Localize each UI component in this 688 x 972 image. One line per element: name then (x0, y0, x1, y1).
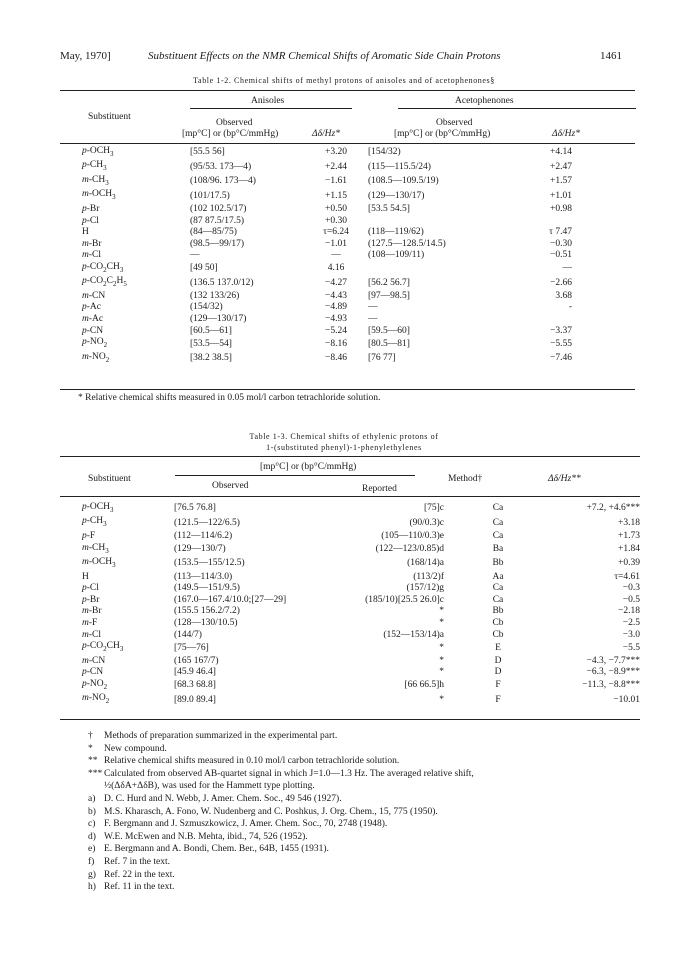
table2-cell-substituent: $m-NO_2$ (82, 693, 110, 706)
table2-cell-reported: * (439, 667, 444, 678)
table2-cell-reported: * (439, 617, 444, 628)
table1-col-observed2-units: [mp°C] or (bp°C/mmHg) (394, 129, 491, 139)
table2-cell-method: F (495, 694, 501, 705)
table1-cell-acetophenone-shift: +4.14 (550, 147, 572, 158)
footnote-item (88, 743, 474, 756)
table2-cell-substituent: $m-CH_3$ (82, 542, 109, 555)
table1-cell-substituent: H (82, 227, 89, 238)
table1-cell-acetophenone-shift: +2.47 (550, 161, 572, 172)
table2-row (80, 693, 642, 707)
table2-cell-shift: −11.3, −8.8*** (582, 680, 640, 691)
table1-cell-acetophenone-shift (514, 314, 574, 326)
table1-group2-rule (398, 108, 636, 109)
table1-cell-acetophenone-shift: −5.55 (550, 338, 572, 349)
table2-cell-method: Bb (492, 606, 504, 617)
table1-row (80, 250, 574, 262)
table2-cell-substituent: $m-OCH_3$ (82, 557, 116, 569)
table2-cell-reported: * (439, 655, 444, 666)
table1-cell-acetophenone-observed: (127.5—128.5/14.5) (368, 238, 446, 249)
table1-cell-anisole-observed: (102 102.5/17) (190, 203, 247, 214)
footnote-text: W.E. McEwen and N.B. Mehta, ibid., 74, 526 (1952). (104, 831, 308, 842)
table2-row (80, 531, 642, 543)
table1-cell-acetophenone-observed: [59.5—60] (368, 325, 410, 336)
table1-cell-acetophenone-observed: (108—109/11) (368, 250, 425, 261)
table2-group-rule (175, 475, 415, 476)
page-number: 1461 (600, 50, 622, 62)
table1-cell-acetophenone-observed: [56.2 56.7] (368, 277, 410, 288)
table1-cell-anisole-observed: (108/96. 173—4) (190, 176, 256, 187)
table2-cell-reported: * (439, 694, 444, 705)
table1-cell-substituent: m-Ac (82, 314, 104, 325)
table1-cell-substituent: $p-CO_2CH_3$ (82, 261, 124, 274)
footnote-text: Methods of preparation summarized in the experimental part. (104, 731, 338, 741)
table2-row (80, 606, 642, 618)
table2-row (80, 557, 642, 571)
table1-cell-anisole-observed: (132 133/26) (190, 290, 240, 301)
table1-caption: Table 1-2. Chemical shifts of methyl protons of anisoles and of acetophenones§ (193, 76, 495, 85)
table1-cell-anisole-shift: +1.15 (325, 190, 347, 201)
table2-cell-method: F (495, 680, 501, 691)
table2-body (80, 502, 642, 708)
table1-cell-acetophenone-observed: (115—115.5/24) (368, 161, 431, 172)
table1-cell-anisole-shift: −8.46 (325, 353, 347, 364)
table2-col-reported: Reported (362, 484, 397, 494)
table1-cell-anisole-observed: (136.5 137.0/12) (190, 277, 254, 288)
table2-cell-observed: (153.5—155/12.5) (174, 558, 245, 569)
table1-cell-acetophenone-shift: −7.46 (550, 353, 572, 364)
table2-caption-line2: 1-(substituted phenyl)-1-phenylethylenes (266, 443, 422, 452)
table2-cell-observed: (149.5—151/9.5) (174, 583, 240, 594)
table1-row (80, 239, 574, 251)
table1-cell-substituent: m-Br (82, 238, 102, 249)
table2-cell-shift: −2.5 (622, 617, 640, 628)
footnote-mark: b) (88, 806, 96, 817)
table2-cell-reported: (185/10)[25.5 26.0]c (365, 594, 444, 605)
table1-cell-acetophenone-shift: −0.30 (550, 238, 572, 249)
table2-row (80, 679, 642, 693)
table2-col-method: Method† (448, 474, 483, 484)
table2-cell-observed: (121.5—122/6.5) (174, 517, 240, 528)
table1-cell-anisole-observed: (87 87.5/17.5) (190, 215, 245, 226)
footnote-item (88, 730, 474, 743)
table1-cell-acetophenone-observed: [154/32) (368, 147, 401, 158)
footnote-mark: f) (88, 856, 95, 867)
table1-cell-anisole-shift: −4.43 (325, 290, 347, 301)
table1-cell-substituent: m-CN (82, 290, 106, 301)
table1-cell-acetophenone-shift: −0.51 (550, 250, 572, 261)
table1-cell-anisole-shift: τ=6.24 (323, 227, 349, 238)
table2-cell-method: Ca (492, 594, 504, 605)
table1-cell-anisole-shift: +2.44 (325, 161, 347, 172)
table2-cell-reported: (157/12)g (406, 583, 444, 594)
table1-cell-acetophenone-shift (514, 216, 574, 228)
footnote-item (88, 856, 474, 869)
table1-cell-acetophenone-observed: [97—98.5] (368, 290, 410, 301)
table1-cell-anisole-shift: +0.30 (325, 215, 347, 226)
table2-row (80, 595, 642, 607)
table1-cell-anisole-observed: (129—130/17) (190, 314, 247, 325)
table1-cell-anisole-shift: −4.93 (325, 314, 347, 325)
table2-cell-reported: [66 66.5]h (404, 680, 444, 691)
table2-cell-method: D (494, 667, 502, 678)
table1-col-observed1: Observed (216, 118, 253, 128)
table1-cell-acetophenone-shift: 3.68 (555, 290, 572, 301)
table1-cell-acetophenone-observed: (118—119/62) (368, 227, 424, 238)
table1-row (80, 175, 574, 189)
table1-cell-substituent: $p-OCH_3$ (82, 146, 114, 158)
table1-cell-substituent: m-Cl (82, 250, 102, 261)
footnote-mark: g) (88, 869, 96, 880)
table1-cell-substituent: p-Cl (82, 215, 99, 226)
table1-cell-acetophenone-shift: τ 7.47 (549, 227, 572, 238)
table2-col-group: [mp°C] or (bp°C/mmHg) (260, 462, 357, 472)
footnote-item (88, 831, 474, 844)
table1-cell-anisole-shift: −4.27 (325, 277, 347, 288)
table2-cell-method: Ca (492, 503, 504, 514)
table1-cell-acetophenone-observed: [53.5 54.5] (368, 203, 410, 214)
footnote-mark: d) (88, 831, 96, 842)
table1-row (80, 314, 574, 326)
table1-cell-anisole-shift: — (331, 250, 341, 261)
table1-cell-acetophenone-observed: — (368, 314, 378, 325)
table2-cell-reported: [75]c (423, 503, 444, 514)
table2-cell-observed: [68.3 68.8] (174, 680, 216, 691)
table2-row (80, 630, 642, 642)
table2-row (80, 583, 642, 595)
table2-cell-substituent: m-Br (82, 606, 102, 617)
footnote-text: Ref. 22 in the text. (104, 869, 175, 880)
table1-cell-anisole-observed: [53.5—54] (190, 338, 232, 349)
table2-cell-method: Cb (492, 617, 504, 628)
table1-col-shift2: Δδ/Hz* (552, 129, 580, 139)
table2-cell-observed: (113—114/3.0) (174, 571, 233, 582)
table2-cell-method: Ca (492, 517, 504, 528)
table1-cell-acetophenone-observed (366, 262, 514, 276)
table1-group-acetophenones: Acetophenones (455, 96, 514, 106)
footnote-mark: ** (88, 756, 98, 767)
table2-row (80, 641, 642, 655)
table1-row (80, 276, 574, 290)
table2-cell-shift: −0.3 (622, 583, 640, 594)
table1-cell-anisole-observed: (154/32) (190, 302, 223, 313)
table2-cell-observed: (129—130/7) (174, 544, 226, 554)
table2-cell-reported: (90/0.3)c (409, 517, 444, 528)
table2-caption-line1: Table 1-3. Chemical shifts of ethylenic protons of (249, 432, 439, 441)
table2-cell-shift: τ=4.61 (614, 571, 640, 582)
footnote-text: D. C. Hurd and N. Webb, J. Amer. Chem. Soc., 49 546 (1927). (104, 793, 342, 804)
table1-cell-anisole-observed: (84—85/75) (190, 227, 237, 238)
table1-cell-anisole-observed: (101/17.5) (190, 190, 230, 201)
table2-cell-shift: −3.0 (622, 629, 640, 640)
table2-cell-substituent: H (82, 571, 89, 582)
table2-row (80, 667, 642, 679)
table1-row (80, 302, 574, 314)
footnote-item (88, 818, 474, 831)
table2-cell-substituent: p-CN (82, 667, 104, 678)
footnote-mark: * (88, 743, 93, 754)
table1-cell-acetophenone-shift: — (562, 263, 572, 274)
footnote-item (88, 869, 474, 882)
table2-cell-substituent: $p-CO_2CH_3$ (82, 641, 124, 653)
table2-cell-substituent: p-F (82, 530, 96, 541)
table1-row (80, 352, 574, 366)
table1-cell-acetophenone-shift: −3.37 (550, 325, 572, 336)
table1-col-shift1: Δδ/Hz* (312, 129, 340, 139)
table1-cell-anisole-shift: −1.01 (325, 238, 347, 249)
table2-cell-observed: [75—76] (174, 642, 209, 653)
table2-cell-method: Aa (492, 571, 504, 582)
footnotes (88, 730, 474, 894)
table1-top-rule (60, 90, 635, 91)
footnote-item (88, 793, 474, 806)
table1-footnote: * Relative chemical shifts measured in 0.05 mol/l carbon tetrachloride solution. (78, 393, 381, 403)
table2-cell-observed: (112—114/6.2) (174, 530, 233, 541)
table2-row (80, 516, 642, 530)
table1-cell-acetophenone-shift: +0.98 (550, 203, 572, 214)
table2-cell-shift: −6.3, −8.9*** (586, 667, 640, 678)
table2-col-substituent: Substituent (88, 474, 131, 484)
table1-col-substituent: Substituent (88, 112, 131, 122)
table2-cell-observed: [76.5 76.8] (174, 503, 216, 514)
table2-cell-observed: (165 167/7) (174, 655, 219, 666)
footnote-text: M.S. Kharasch, A. Fono, W. Nudenberg and C. Poshkus, J. Org. Chem., 15, 775 (1950). (104, 806, 438, 817)
table2-cell-method: E (495, 642, 501, 653)
table1-cell-acetophenone-shift: +1.57 (550, 176, 572, 187)
footnote-text: Calculated from observed AB-quartet signal in which J=1.0—1.3 Hz. The averaged relative shift, (104, 768, 474, 779)
table2-cell-observed: (167.0—167.4/10.0;[27—29] (174, 594, 287, 605)
table2-bottom-rule (60, 719, 640, 720)
table1-col-observed1-units: [mp°C] or (bp°C/mmHg) (182, 129, 279, 139)
table2-col-shift: Δδ/Hz** (548, 474, 581, 484)
table1-cell-anisole-shift: −4.89 (325, 302, 347, 313)
table1-cell-substituent: $m-NO_2$ (82, 351, 110, 364)
table1-cell-anisole-observed: (98.5—99/17) (190, 238, 245, 249)
table2-row (80, 656, 642, 668)
table1-row (80, 227, 574, 239)
table2-cell-substituent: p-Cl (82, 583, 99, 594)
table1-cell-acetophenone-shift: −2.66 (550, 277, 572, 288)
table2-cell-method: Cb (492, 629, 504, 640)
table2-cell-method: Ca (492, 530, 504, 541)
table1-group1-rule (190, 108, 352, 109)
table2-cell-reported: (122—123/0.85)d (375, 544, 444, 554)
table1-cell-acetophenone-observed: [76 77] (368, 353, 396, 364)
table1-col-observed2: Observed (436, 118, 473, 128)
table1-cell-anisole-observed: — (190, 250, 200, 261)
table1-row (80, 160, 574, 174)
table1-cell-anisole-shift: −1.61 (325, 176, 347, 187)
table1-cell-substituent: $p-CO_2C_2H_5$ (82, 276, 127, 289)
table1-group-anisoles: Anisoles (251, 96, 285, 106)
table2-header-rule (60, 496, 640, 497)
table2-cell-shift: −2.18 (618, 606, 640, 617)
footnote-text: ½(ΔδA+ΔδB), was used for the Hammett type plotting. (104, 781, 315, 792)
table1-cell-substituent: $p-CH_3$ (82, 160, 107, 173)
table2-cell-substituent: m-CN (82, 655, 106, 666)
table1-row (80, 262, 574, 276)
footnote-text: Ref. 7 in the text. (104, 856, 170, 867)
footnote-item (88, 780, 474, 793)
table2-cell-substituent: m-F (82, 617, 98, 628)
table2-col-observed: Observed (212, 481, 249, 491)
footnote-item (88, 806, 474, 819)
table2-row (80, 618, 642, 630)
table2-cell-substituent: $p-CH_3$ (82, 516, 107, 529)
table1-cell-anisole-observed: [55.5 56] (190, 147, 225, 158)
table1-cell-anisole-observed: [60.5—61] (190, 325, 232, 336)
table2-cell-shift: −0.5 (622, 594, 640, 605)
table2-row (80, 543, 642, 557)
table2-cell-method: Ca (492, 583, 504, 594)
table1-bottom-rule (60, 389, 635, 390)
table2-cell-shift: +0.39 (618, 558, 640, 569)
table2-cell-shift: +1.73 (618, 530, 640, 541)
table2-cell-observed: [45.9 46.4] (174, 667, 216, 678)
table1-cell-anisole-shift: +3.20 (325, 147, 347, 158)
table2-cell-reported: (105—110/0.3)e (381, 530, 444, 541)
table2-cell-method: D (494, 655, 502, 666)
table1-row (80, 337, 574, 351)
table2-row (80, 572, 642, 584)
table2-cell-shift: −4.3, −7.7*** (586, 655, 640, 666)
table2-top-rule (60, 456, 640, 457)
table1-body (80, 146, 574, 366)
table1-cell-acetophenone-observed: (129—130/17) (368, 190, 425, 201)
table1-cell-anisole-observed: (95/53. 173—4) (190, 161, 252, 172)
table1-cell-anisole-observed: [38.2 38.5] (190, 353, 232, 364)
table1-cell-acetophenone-shift: +1.01 (550, 190, 572, 201)
table1-cell-anisole-shift: −5.24 (325, 325, 347, 336)
table1-row (80, 146, 574, 160)
table1-row (80, 204, 574, 216)
footnote-item (88, 755, 474, 768)
table2-cell-substituent: $p-OCH_3$ (82, 502, 114, 514)
table1-cell-substituent: $m-OCH_3$ (82, 189, 116, 202)
footnote-text: New compound. (104, 743, 167, 754)
table2-cell-observed: (144/7) (174, 629, 202, 640)
table2-cell-reported: (113/2)f (413, 571, 444, 582)
table2-cell-substituent: m-Cl (82, 629, 102, 640)
footnote-mark: † (88, 731, 93, 741)
table1-cell-substituent: p-CN (82, 325, 104, 336)
table2-cell-shift: −10.01 (613, 694, 640, 705)
table1-cell-acetophenone-shift: - (568, 302, 572, 313)
table1-cell-anisole-shift: −8.16 (325, 338, 347, 349)
table2-cell-method: Bb (492, 558, 504, 569)
table2-cell-shift: +3.18 (618, 517, 640, 528)
table1-cell-substituent: p-Br (82, 203, 100, 214)
table2-cell-observed: [89.0 89.4] (174, 694, 216, 705)
table2-cell-method: Ba (492, 544, 504, 554)
table1-row (80, 326, 574, 338)
table2-cell-substituent: p-Br (82, 594, 100, 605)
table1-cell-acetophenone-observed: — (368, 302, 378, 313)
footnote-item (88, 768, 474, 781)
table2-cell-reported: (168/14)a (407, 558, 444, 569)
footnote-text: E. Bergmann and A. Bondi, Chem. Ber., 64B, 1455 (1931). (104, 844, 329, 855)
footnote-mark: a) (88, 793, 96, 804)
table1-row (80, 189, 574, 203)
table1-cell-substituent: p-Ac (82, 302, 101, 313)
table1-cell-acetophenone-observed (366, 216, 514, 228)
table1-row (80, 216, 574, 228)
table1-cell-anisole-shift: +0.50 (325, 203, 347, 214)
table2-row (80, 502, 642, 516)
table2-cell-reported: * (439, 606, 444, 617)
table1-cell-acetophenone-observed: (108.5—109.5/19) (368, 176, 439, 187)
footnote-text: F. Bergmann and J. Szmuszkowicz, J. Amer. Chem. Soc., 70, 2748 (1948). (104, 819, 388, 830)
table2-cell-shift: +7.2, +4.6*** (586, 503, 640, 514)
table2-cell-shift: +1.84 (618, 544, 640, 554)
table2-cell-reported: (152—153/14)a (383, 629, 444, 640)
table2-cell-observed: (128—130/10.5) (174, 617, 238, 628)
footnote-item (88, 881, 474, 894)
table1-cell-substituent: $m-CH_3$ (82, 174, 109, 187)
table1-row (80, 291, 574, 303)
table2-cell-observed: (155.5 156.2/7.2) (174, 606, 240, 617)
header-title: Substituent Effects on the NMR Chemical Shifts of Aromatic Side Chain Protons (148, 50, 501, 62)
table2-cell-shift: −5.5 (622, 642, 640, 653)
footnote-item (88, 843, 474, 856)
footnote-text: Relative chemical shifts measured in 0.10 mol/l carbon tetrachloride solution. (104, 756, 400, 767)
footnote-text: Ref. 11 in the text. (104, 882, 175, 893)
table1-cell-anisole-shift: 4.16 (327, 263, 345, 274)
table1-cell-acetophenone-observed: [80.5—81] (368, 338, 410, 349)
footnote-mark: e) (88, 844, 96, 855)
table1-cell-substituent: $p-NO_2$ (82, 337, 108, 350)
table2-cell-substituent: $p-NO_2$ (82, 678, 108, 691)
footnote-mark: c) (88, 819, 96, 830)
table1-cell-anisole-observed: [49 50] (190, 263, 218, 274)
table2-cell-reported: * (439, 642, 444, 653)
footnote-mark: *** (88, 768, 103, 779)
table1-header-rule (60, 143, 635, 144)
footnote-mark: h) (88, 882, 96, 893)
header-date: May, 1970] (60, 50, 111, 62)
